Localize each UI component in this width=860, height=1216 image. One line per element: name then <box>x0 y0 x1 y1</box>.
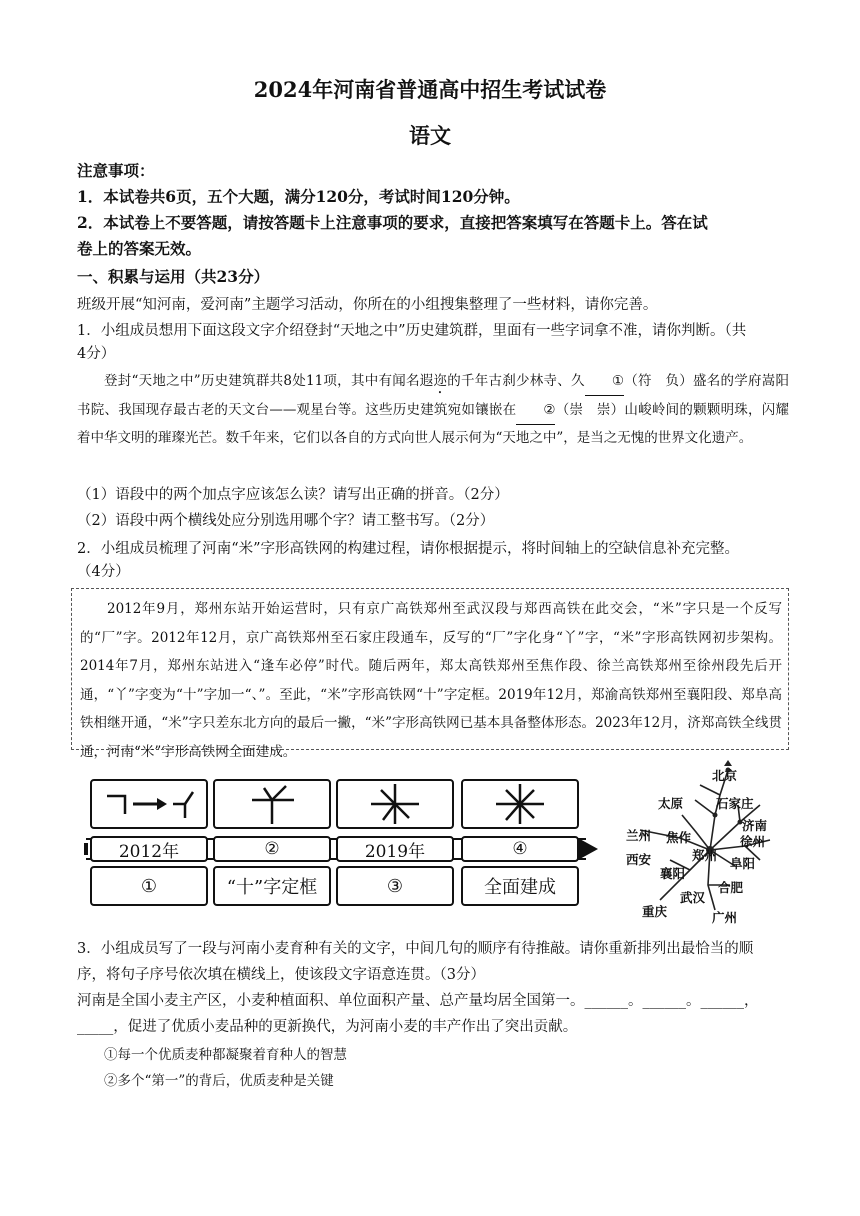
notice-item-2-line1: 2．本试卷上不要答题，请按答题卡上注意事项的要求，直接把答案填写在答题卡上。答在试 <box>77 213 708 232</box>
exam-title: 2024年河南省普通高中招生考试试卷 <box>253 77 607 102</box>
map-city-lanzhou: 兰州 <box>626 829 652 843</box>
question-3-sentence-2: ②多个“第一”的背后，优质麦种是关键 <box>104 1073 334 1089</box>
map-city-shijiazhuang: 石家庄 <box>716 797 754 811</box>
map-city-fuyang: 阜阳 <box>730 857 756 871</box>
question-3-line2: 序，将句子序号依次填在横线上，使该段文字语意连贯。（3分） <box>77 967 485 983</box>
map-city-wuhan: 武汉 <box>680 891 706 905</box>
map-city-beijing: 北京 <box>712 769 738 783</box>
map-city-xuzhou: 徐州 <box>740 835 766 849</box>
timeline-year-4: ④ <box>461 836 579 862</box>
timeline-year-2: ② <box>213 836 331 862</box>
question-3-passage-line1: 河南是全国小麦主产区，小麦种植面积、单位面积产量、总产量均居全国第一。______。______。______， <box>77 993 759 1009</box>
timeline-shape-3 <box>336 779 454 829</box>
dotted-character: 迩 <box>433 373 448 389</box>
railway-map <box>620 760 790 925</box>
timeline-label-1: ① <box>90 866 208 906</box>
timeline-shape-2 <box>213 779 331 829</box>
question-2-line2: （4分） <box>77 564 130 580</box>
question-2-line1: 2．小组成员梳理了河南“米”字形高铁网的构建过程，请你根据提示，将时间轴上的空缺信息补充完整。 <box>77 541 740 557</box>
notice-item-2-line2: 卷上的答案无效。 <box>77 239 202 258</box>
passage-text-b: 的千年古刹少林寺、久 <box>447 373 585 389</box>
shape-ya-icon <box>242 782 302 826</box>
question-3-sentence-1: ①每一个优质麦种都凝聚着育种人的智慧 <box>104 1047 347 1063</box>
map-city-xian: 西安 <box>626 853 652 867</box>
map-city-jinan: 济南 <box>742 819 768 833</box>
notice-heading: 注意事项： <box>77 161 155 180</box>
question-3-passage-line2: _____，促进了优质小麦品种的更新换代，为河南小麦的丰产作出了突出贡献。 <box>77 1019 578 1035</box>
timeline-label-2: “十”字定框 <box>213 866 331 906</box>
section-intro: 班级开展“知河南，爱河南”主题学习活动，你所在的小组搜集整理了一些材料，请你完善。 <box>77 297 658 313</box>
timeline-bar-start <box>84 843 88 855</box>
timeline-arrow-icon <box>578 834 600 864</box>
question-1-line2: 4分） <box>77 346 116 362</box>
map-city-jiaozuo: 焦作 <box>666 831 692 845</box>
exam-subject: 语文 <box>409 123 451 148</box>
map-city-xiangyang: 襄阳 <box>660 867 686 881</box>
blank-1: ① <box>585 368 624 396</box>
shape-mi-icon <box>490 782 550 826</box>
map-city-hefei: 合肥 <box>718 881 744 895</box>
blank-2: ② <box>516 397 555 425</box>
map-city-taiyuan: 太原 <box>658 797 684 811</box>
railway-info-text: 2012年9月，郑州东站开始运营时，只有京广高铁郑州至武汉段与郑西高铁在此交会，“米”字只是一个反写的“厂”字。2012年12月，京广高铁郑州至石家庄段通车，反写的“厂”字化身“丫”字，“米”字形高铁网初步架构。2014年7月，郑州东站进入“逢车必停”时代。随后两年，郑太高铁郑州至焦作段、徐兰高铁郑州至徐州段先后开通，“丫”字变为“十”字加一“、”。至此，“米”字形高铁网“十”字定框。2019年12月，郑渝高铁郑州至襄阳段、郑阜高铁相继开通，“米”字只差东北方向的最后一撇，“米”字形高铁网已基本具备整体形态。2023年12月，济郑高铁全线贯通，河南“米”字形高铁网全面建成。 <box>80 601 782 760</box>
timeline-year-1: 2012年 <box>90 836 208 862</box>
passage-text-a: 登封“天地之中”历史建筑群共8处11项，其中有闻名遐 <box>104 373 434 389</box>
railway-info-box <box>71 588 789 760</box>
question-1-sub2: （2）语段中两个横线处应分别选用哪个字？请工整书写。（2分） <box>77 513 495 529</box>
map-city-chongqing: 重庆 <box>642 905 668 919</box>
notice-item-1: 1．本试卷共6页，五个大题，满分120分，考试时间120分钟。 <box>77 187 520 206</box>
question-1-passage <box>77 368 789 452</box>
shape-reversed-chang-icon <box>99 784 199 824</box>
passage-text-c: 盛名的学府嵩阳书院、我国现存最古老的天文台——观星台等。这些历史建筑宛如镶嵌在 <box>77 373 790 418</box>
hint-2: （崇 崇） <box>555 402 625 418</box>
timeline-label-3: ③ <box>336 866 454 906</box>
map-city-zhengzhou: 郑州 <box>692 849 718 863</box>
question-3-line1: 3．小组成员写了一段与河南小麦育种有关的文字，中间几句的顺序有待推敲。请你重新排列出最恰当的顺 <box>77 941 754 957</box>
timeline-shape-1 <box>90 779 208 829</box>
timeline-label-4: 全面建成 <box>461 866 579 906</box>
timeline-shape-4 <box>461 779 579 829</box>
passage-text-d: 山峻岭间的颗颗明珠，闪耀着中华文明的璀璨光芒。数千年来，它们以各自的方式向世人展示何为“天地之中”，是当之无愧的世界文化遗产。 <box>77 402 790 446</box>
hint-1: （符 负） <box>623 373 693 389</box>
map-city-guangzhou: 广州 <box>712 911 738 925</box>
shape-near-mi-icon <box>365 782 425 826</box>
question-1-sub1: （1）语段中的两个加点字应该怎么读？请写出正确的拼音。（2分） <box>77 487 509 503</box>
section-heading: 一、积累与运用（共23分） <box>77 267 270 286</box>
question-1-line1: 1．小组成员想用下面这段文字介绍登封“天地之中”历史建筑群，里面有一些字词拿不准，请你判断。（共 <box>77 323 747 339</box>
timeline-year-3: 2019年 <box>336 836 454 862</box>
